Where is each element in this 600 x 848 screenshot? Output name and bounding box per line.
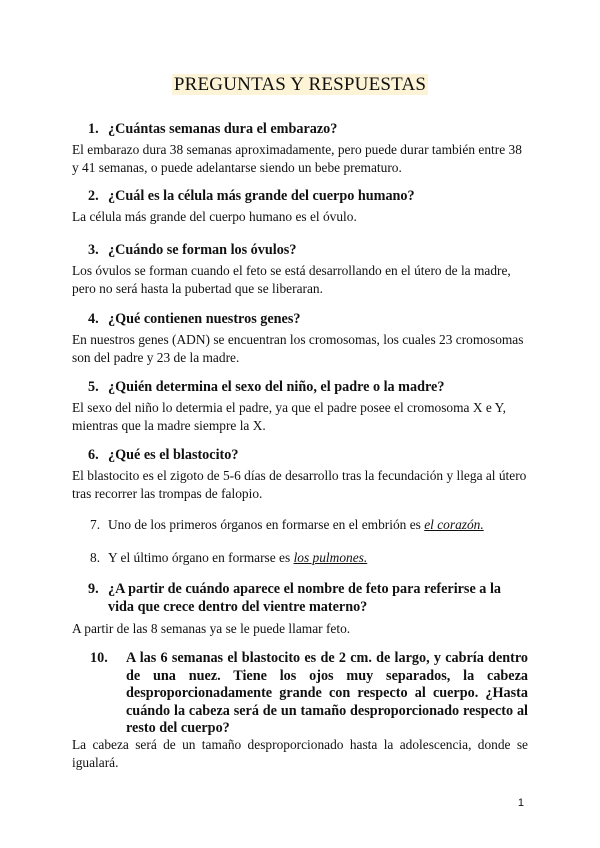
answer-6: El blastocito es el zigoto de 5-6 días de desarrollo tras la fecundación y llega al útero tras recorrer las trompas de falopio. <box>72 468 527 501</box>
statement-8: 8. Y el último órgano en formarse es los pulmones. <box>90 550 368 565</box>
question-2: 2. ¿Cuál es la célula más grande del cuerpo humano? <box>88 188 415 204</box>
question-9: 9. ¿A partir de cuándo aparece el nombre de feto para referirse a la vida que crece dentro del vientre materno? <box>88 581 501 615</box>
question-10: 10. A las 6 semanas el blastocito es de 2 cm. de largo, y cabría dentro de una nuez. Tiene los ojos muy separados, la cabeza desproporcionadamente grande con respecto al cuerpo. ¿Hasta cuándo la cabeza será de un tamaño desproporcionado respecto al resto del cuerpo? <box>90 650 528 736</box>
answer-9: A partir de las 8 semanas ya se le puede llamar feto. <box>72 621 351 636</box>
answer-5: El sexo del niño lo determia el padre, ya que el padre posee el cromosoma X e Y, mientras que la madre siempre la X. <box>72 400 506 433</box>
answer-2: La célula más grande del cuerpo humano es el óvulo. <box>72 209 357 224</box>
answer-4: En nuestros genes (ADN) se encuentran los cromosomas, los cuales 23 cromosomas son del padre y 23 de la madre. <box>72 332 524 365</box>
answer-1: El embarazo dura 38 semanas aproximadamente, pero puede durar también entre 38 y 41 semanas, o puede adelantarse siendo un bebe prematuro. <box>72 142 522 175</box>
page-title: PREGUNTAS Y RESPUESTAS <box>173 74 427 95</box>
statement-7: 7. Uno de los primeros órganos en formarse en el embrión es el corazón. <box>90 517 484 532</box>
question-3: 3. ¿Cuándo se forman los óvulos? <box>88 242 297 258</box>
answer-3: Los óvulos se forman cuando el feto se está desarrollando en el útero de la madre, pero no será hasta la pubertad que se liberaran. <box>72 263 511 296</box>
question-6: 6. ¿Qué es el blastocito? <box>88 447 239 463</box>
page-number: 1 <box>517 797 524 809</box>
question-5: 5. ¿Quién determina el sexo del niño, el padre o la madre? <box>88 379 445 395</box>
answer-10: La cabeza será de un tamaño desproporcionado hasta la adolescencia, donde se igualará. <box>72 737 528 770</box>
question-1: 1. ¿Cuántas semanas dura el embarazo? <box>88 121 338 137</box>
question-4: 4. ¿Qué contienen nuestros genes? <box>88 311 301 327</box>
